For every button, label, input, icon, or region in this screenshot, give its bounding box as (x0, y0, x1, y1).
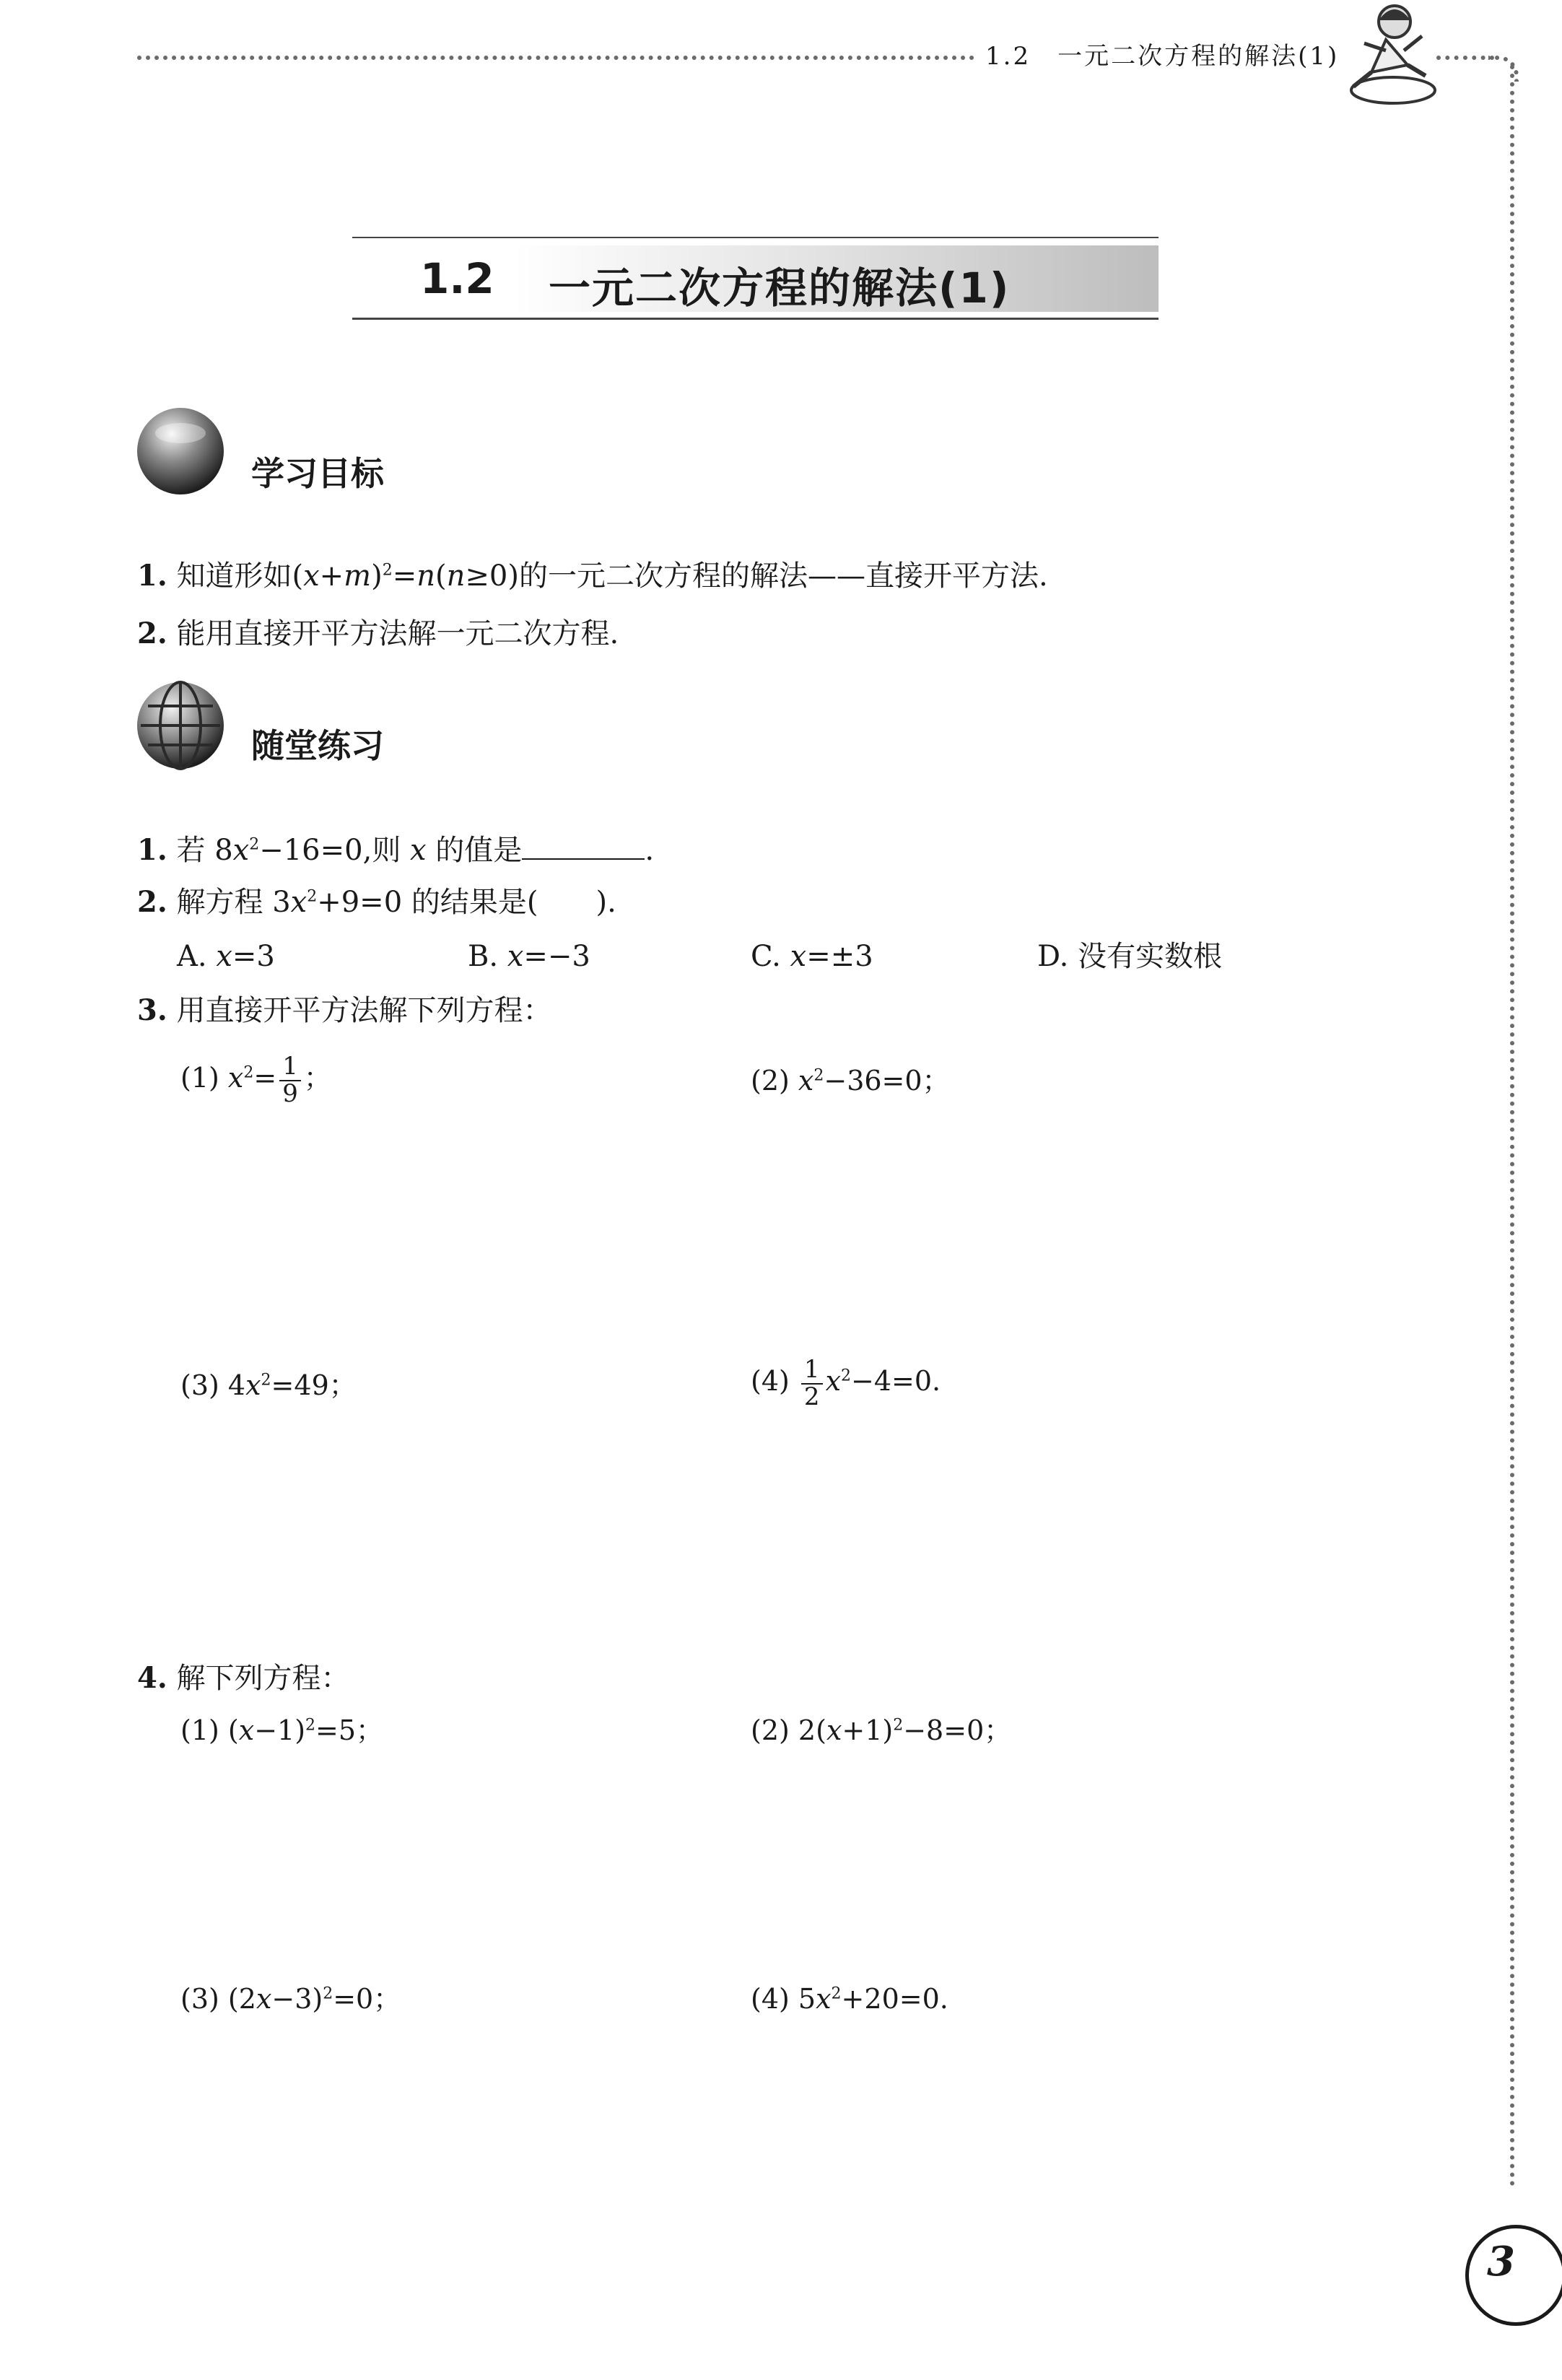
math-var: x (790, 940, 807, 973)
math-var: x (798, 1065, 814, 1097)
math-expr: ( (227, 1714, 239, 1746)
exponent: 2 (831, 1984, 842, 2003)
goal-text: 能用直接开平方法解一元二次方程. (176, 617, 619, 650)
header-dotted-rule-right (1436, 56, 1494, 60)
q4-part-1 (180, 1714, 384, 1746)
exponent: 2 (893, 1716, 904, 1735)
part-label: (4) (751, 1365, 790, 1398)
math-op: = (392, 559, 417, 593)
math-expr: −8=0； (903, 1714, 1012, 1746)
choice-value: =±3 (806, 940, 873, 973)
choice-b[interactable] (468, 942, 590, 971)
math-expr: 4 (227, 1369, 246, 1401)
exponent: 2 (305, 1716, 316, 1735)
part-label: (2) (751, 1714, 790, 1746)
math-var: n (416, 559, 435, 593)
page-title: 一元二次方程的解法(1) (549, 263, 1011, 313)
q4-part-2 (751, 1714, 1012, 1746)
math-op: ； (303, 1062, 331, 1094)
math-var: x (232, 834, 250, 867)
math-expr: 5 (798, 1983, 816, 2015)
goal-number: 1. (137, 559, 167, 593)
math-expr: =0； (333, 1983, 401, 2015)
exponent: 2 (323, 1984, 333, 2003)
question-text: 解下列方程： (176, 1662, 350, 1695)
question-text: 解方程 3 (176, 886, 291, 919)
section-number: 1.2 (420, 254, 494, 303)
math-expr: −1) (254, 1714, 306, 1746)
part-label: (2) (751, 1065, 790, 1097)
math-var: x (816, 1983, 832, 2015)
sphere-icon (134, 404, 227, 498)
math-var: x (826, 1714, 842, 1746)
question-text: 用直接开平方法解下列方程： (176, 994, 552, 1027)
math-var: n (446, 559, 466, 593)
question-text: 的值是 (426, 834, 523, 867)
fraction-denominator: 2 (803, 1382, 820, 1411)
exponent: 2 (382, 561, 393, 580)
choice-a[interactable] (177, 942, 275, 971)
exponent: 2 (261, 1371, 271, 1390)
question-text: ). (595, 886, 616, 919)
section-heading-practice: 随堂练习 (251, 726, 384, 765)
header-dotted-rule (137, 56, 974, 60)
q4-part-4 (751, 1985, 948, 2013)
question-text: +9=0 的结果是( (317, 886, 538, 919)
q4-part-3 (180, 1985, 401, 2013)
math-expr: +1) (842, 1714, 894, 1746)
choice-label: D. (1037, 940, 1069, 973)
math-expr: =5； (315, 1714, 384, 1746)
math-var: x (290, 886, 307, 919)
choice-value: 没有实数根 (1078, 940, 1223, 973)
part-label: (1) (180, 1062, 219, 1094)
math-var: m (344, 559, 372, 593)
math-var: x (216, 940, 232, 973)
fraction (279, 1054, 301, 1107)
exponent: 2 (243, 1063, 254, 1082)
question-1 (137, 833, 655, 867)
question-4 (137, 1661, 350, 1695)
fraction (801, 1357, 823, 1410)
right-dotted-border (1510, 65, 1514, 2187)
math-var: x (507, 940, 524, 973)
exponent: 2 (813, 1066, 824, 1085)
math-var: x (245, 1369, 261, 1401)
q3-part-2 (751, 1065, 950, 1097)
math-expr: =49； (271, 1369, 357, 1401)
section-heading-goals: 学习目标 (251, 454, 384, 493)
math-var: x (238, 1714, 255, 1746)
question-text: 若 8 (176, 834, 233, 867)
goal-text: 知道形如( (176, 559, 304, 593)
math-expr: −3) (271, 1983, 323, 2015)
math-expr: −36=0； (824, 1065, 950, 1097)
running-head: 1.2 一元二次方程的解法(1) (985, 42, 1340, 71)
q3-part-1 (180, 1054, 331, 1107)
math-expr: (2 (227, 1983, 256, 2015)
part-label: (4) (751, 1983, 790, 2015)
math-var: x (227, 1062, 244, 1094)
question-number: 2. (137, 885, 167, 919)
part-label: (3) (180, 1983, 219, 2015)
globe-icon (134, 679, 227, 772)
math-expr: +20=0. (841, 1983, 948, 2015)
mascot-icon (1343, 0, 1440, 108)
math-var: x (825, 1365, 841, 1398)
choice-d[interactable] (1037, 942, 1222, 971)
question-2 (137, 885, 616, 919)
fraction-denominator: 9 (282, 1078, 298, 1108)
choice-label: C. (751, 940, 781, 973)
question-number: 3. (137, 993, 167, 1027)
math-var: x (256, 1983, 272, 2015)
goal-number: 2. (137, 616, 167, 650)
q3-part-3 (180, 1369, 357, 1401)
math-op: = (253, 1062, 277, 1094)
fraction-numerator: 1 (279, 1054, 301, 1081)
math-expr: −4=0. (851, 1365, 941, 1398)
choice-label: B. (468, 940, 499, 973)
exponent: 2 (307, 887, 318, 906)
title-rule-bottom (352, 318, 1159, 320)
choice-value: =3 (232, 940, 275, 973)
exponent: 2 (249, 835, 260, 854)
question-number: 4. (137, 1661, 167, 1695)
title-rule-top (352, 237, 1159, 238)
choice-label: A. (177, 940, 207, 973)
part-label: (3) (180, 1369, 219, 1401)
goal-text: ≥0)的一元二次方程的解法——直接开平方法. (465, 559, 1048, 593)
goal-item-2 (137, 616, 619, 650)
choice-value: =−3 (523, 940, 590, 973)
math-op: + (319, 559, 344, 593)
math-op: ) (371, 559, 383, 593)
math-var: x (303, 559, 320, 593)
answer-blank[interactable] (522, 837, 645, 860)
math-expr: 2( (798, 1714, 826, 1746)
part-label: (1) (180, 1714, 219, 1746)
math-var: x (410, 834, 427, 867)
question-text: −16=0,则 (259, 834, 411, 867)
goal-item-1 (137, 559, 1048, 593)
exponent: 2 (841, 1366, 851, 1385)
choice-c[interactable] (751, 942, 873, 971)
question-number: 1. (137, 833, 167, 867)
math-op: ( (435, 559, 447, 593)
question-3 (137, 993, 552, 1027)
page-number: 3 (1487, 2238, 1515, 2285)
q3-part-4 (751, 1357, 941, 1410)
fraction-numerator: 1 (801, 1357, 823, 1385)
question-text: . (645, 834, 655, 867)
